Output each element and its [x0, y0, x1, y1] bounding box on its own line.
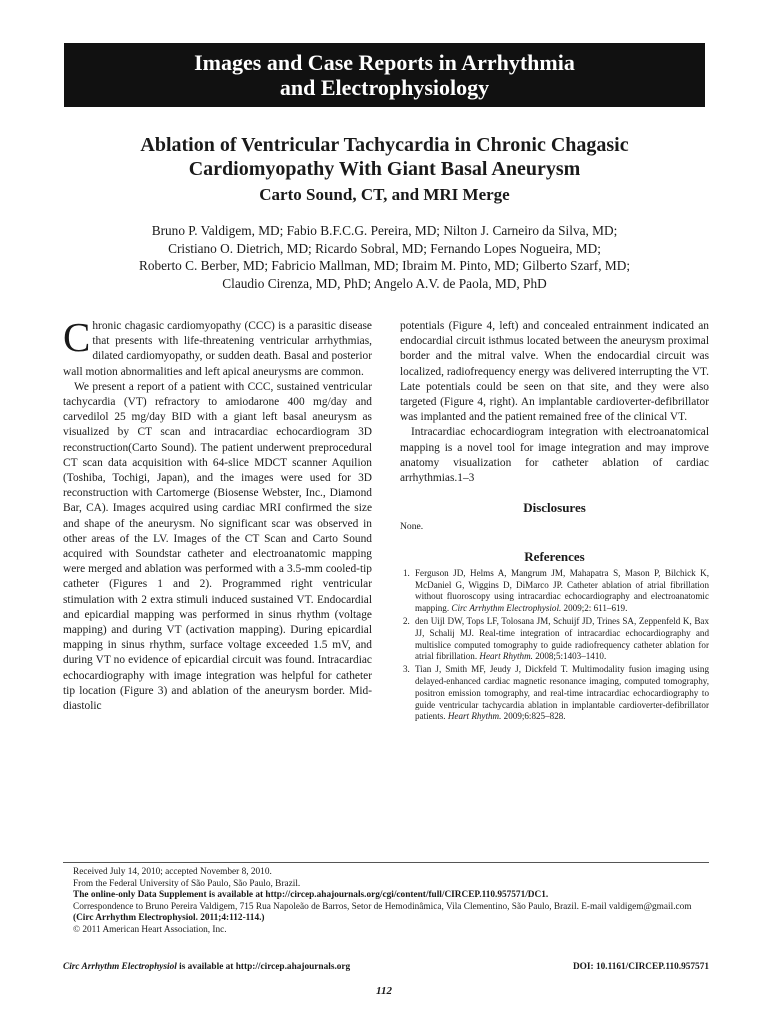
journal-name: Circ Arrhythm Electrophysiol: [63, 962, 177, 972]
footnote-block: [63, 862, 709, 936]
article-title-line-2: Cardiomyopathy With Giant Basal Aneurysm: [188, 158, 581, 180]
reference-number: 1.: [403, 567, 410, 578]
page-number: 112: [376, 985, 392, 997]
reference-item: [400, 616, 709, 663]
authors-line-2: Cristiano O. Dietrich, MD; Ricardo Sobral, MD; Fernando Lopes Nogueira, MD;: [168, 240, 601, 256]
body-paragraph-4: Intracardiac echocardiogram integration with electroanatomical mapping is a novel tool for image integration and may improve anatomy visualization for catheter ablation of cardiac arrhythmias.1–3: [400, 426, 709, 485]
authors-line-3: Roberto C. Berber, MD; Fabricio Mallman, MD; Ibraim M. Pinto, MD; Gilberto Szarf, MD;: [138, 258, 631, 273]
reference-item: [400, 664, 709, 723]
data-supplement-link[interactable]: The online-only Data Supplement is available at http://circep.ahajournals.org/cgi/content/full/CIRCEP.110.957571/DC1.: [73, 890, 549, 900]
reference-details: 2009;2: 611–619.: [563, 603, 628, 614]
reference-number: 3.: [403, 664, 410, 675]
doi: DOI: 10.1161/CIRCEP.110.957571: [572, 962, 709, 972]
reference-list: [400, 568, 709, 723]
body-paragraph-1: [63, 314, 372, 380]
journal-title-line-2: and Electrophysiology: [279, 75, 490, 100]
citation: (Circ Arrhythm Electrophysiol. 2011;4:112-114.): [73, 913, 265, 923]
bottom-info: [63, 962, 709, 972]
reference-authors-title: den Uijl DW, Tops LF, Tolosana JM, Schuijf JD, Trines SA, Zeppenfeld K, Bax JJ, Schalij MJ. Real-time integration of intracardiac echocardiography and multislice computed tomography to guide radiofrequency catheter ablation for atrial fibrillation.: [415, 616, 709, 662]
body-paragraph-3: potentials (Figure 4, left) and concealed entrainment indicated an endocardial circuit isthmus located between the aneurysm proximal border and the mitral valve. When the endocardial circuit was localized, radiofrequency energy was delivered interrupting the VT. Late potentials could be seen on that site, and they were also targeted (Figure 4, right). An implantable cardioverter-defibrillator was implanted and the patient remained free of the clinical VT.: [400, 320, 709, 424]
journal-availability: [63, 962, 350, 972]
article-title: [64, 133, 705, 181]
reference-item: [400, 568, 709, 615]
reference-journal: Heart Rhythm.: [447, 711, 502, 722]
reference-authors-title: Ferguson JD, Helms A, Mangrum JM, Mahapatra S, Mason P, Bilchick K, McDaniel G, Wiggins D, DiMarco JP. Catheter ablation of atrial fibrillation without fluoroscopy using intracardiac echocardiography and electroanatomic mapping.: [415, 567, 709, 614]
references-heading: References: [524, 548, 585, 564]
right-column: [400, 319, 709, 724]
author-list: [64, 222, 705, 292]
correspondence: Correspondence to Bruno Pereira Valdigem, 715 Rua Napoleão de Barros, Setor de Hemodinâmica, Vila Clementino, São Paulo, Brazil. E-mail valdigem@gmail.com: [73, 901, 692, 912]
reference-journal: Circ Arrhythm Electrophysiol.: [451, 603, 562, 614]
reference-journal: Heart Rhythm.: [479, 651, 533, 662]
body-paragraph-2: We present a report of a patient with CCC, sustained ventricular tachycardia (VT) refractory to amiodarone 400 mg/day and carvedilol 25 mg/day BID with a giant left basal aneurysm as visualized by CT scan and intracardiac echocardiogram 3D reconstruction(Carto Sound). The patient underwent preprocedural CT scan data acquisition with 64-slice MDCT scanner Aquilion (Toshiba, Tochigi, Japan), and the images were used for 3D reconstruction with Cartomerge (Biosense Webster, Inc., Diamond Bar, CA). Images acquired using cardiac MRI confirmed the size and shape of the aneurysm. No significant scar was observed in other areas of the LV. Images of the CT Scan and Carto Sound acquired with Soundstar catheter and electroanatomic mapping were merged and ablation was performed with a 3.5-mm cooled-tip catheter (Figures 1 and 2). Programmed right ventricular stimulation with 2 extra stimuli induced sustained VT. Endocardial and epicardial mapping was performed in sinus rhythm (voltage mapping) and during VT (activation mapping). During epicardial mapping in sinus rhythm, surface voltage exceeded 1.5 mV, and during VT no evidence of epicardial circuit was found. Intracardiac echocardiography with image integration was helpful for catheter tip location (Figure 3) and ablation of the aneurysm border. Mid-diastolic: [63, 380, 372, 713]
authors-line-1: Bruno P. Valdigem, MD; Fabio B.F.C.G. Pereira, MD; Nilton J. Carneiro da Silva, MD;: [151, 223, 618, 238]
authors-line-4: Claudio Cirenza, MD, PhD; Angelo A.V. de Paola, MD, PhD: [222, 275, 547, 291]
journal-url-text[interactable]: is available at http://circep.ahajournals.org: [176, 962, 351, 972]
left-column: [63, 314, 372, 714]
article-subtitle: Carto Sound, CT, and MRI Merge: [259, 185, 510, 204]
journal-title-line-1: Images and Case Reports in Arrhythmia: [194, 50, 575, 75]
copyright: © 2011 American Heart Association, Inc.: [73, 924, 227, 935]
drop-cap: C: [63, 314, 91, 360]
journal-banner: [64, 43, 705, 107]
reference-number: 2.: [403, 616, 410, 627]
reference-authors-title: Tian J, Smith MF, Jeudy J, Dickfeld T. Multimodality fusion imaging using delayed-enhanced cardiac magnetic resonance imaging, computed tomography, positron emission tomography, and real-time intracardiac echocardiography to guide ventricular tachycardia ablation in implantable cardioverter-defibrillator patients.: [415, 664, 709, 722]
received-dates: Received July 14, 2010; accepted November 8, 2010.: [73, 867, 272, 877]
reference-details: 2009;6:825–828.: [503, 711, 566, 722]
paragraph-1-text: hronic chagasic cardiomyopathy (CCC) is a parasitic disease that presents with life-threatening ventricular arrhythmias, dilated cardiomyopathy, or sudden death. Basal and posterior wall motion abnormalities and left apical aneurysms are common.: [63, 320, 372, 378]
reference-details: 2008;5:1403–1410.: [535, 651, 607, 662]
disclosures-text: None.: [400, 521, 424, 533]
article-title-line-1: Ablation of Ventricular Tachycardia in Chronic Chagasic: [140, 134, 629, 156]
affiliation: From the Federal University of São Paulo, São Paulo, Brazil.: [73, 878, 301, 889]
disclosures-heading: Disclosures: [523, 500, 586, 516]
